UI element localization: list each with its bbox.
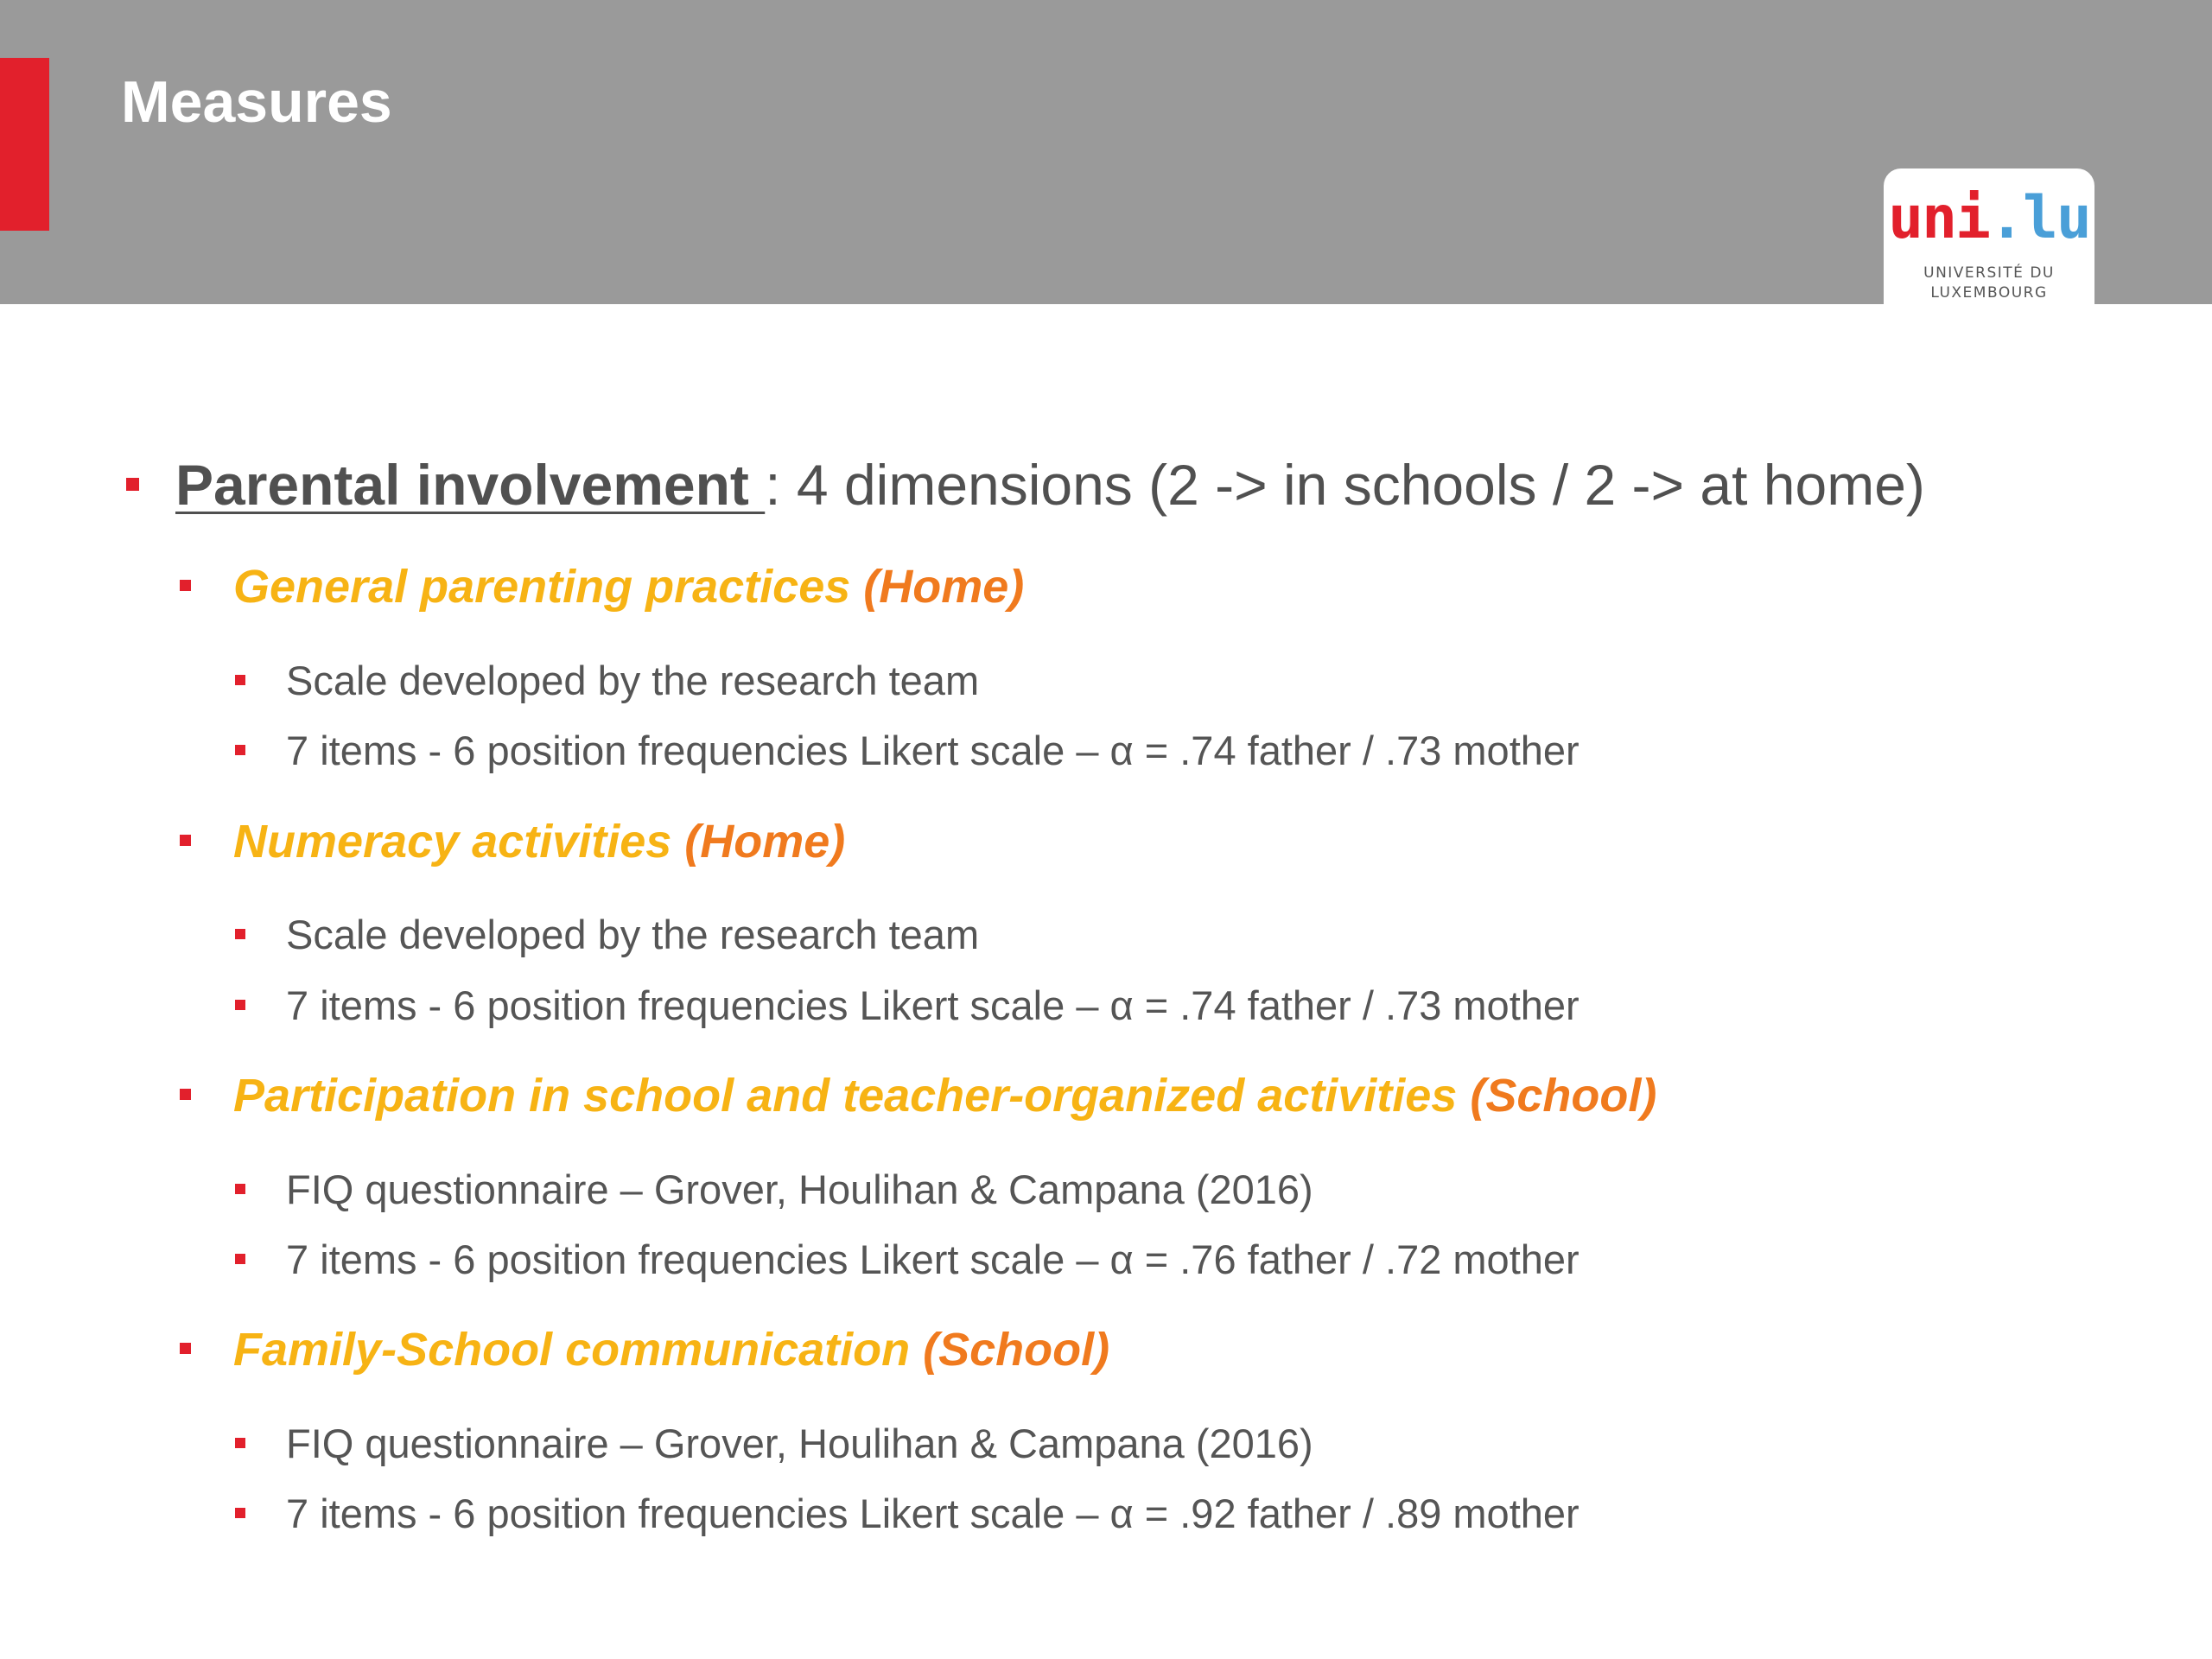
bullet-icon: [235, 1508, 245, 1518]
logo-subtitle-line2: LUXEMBOURG: [1930, 284, 2048, 302]
topic-heading: [175, 453, 1925, 517]
bullet-icon: [180, 1089, 191, 1100]
dimension-location: (School): [923, 1324, 1110, 1376]
bullet-icon: [235, 1184, 245, 1194]
dimension-name: General parenting practices: [233, 561, 864, 613]
topic-title: Parental involvement: [175, 453, 766, 517]
dimension-location: (Home): [684, 816, 846, 868]
topic-summary: : 4 dimensions (2 -> in schools / 2 -> at home): [765, 453, 1925, 517]
dimension-detail: 7 items - 6 position frequencies Likert scale – α = .76 father / .72 mother: [286, 1236, 1580, 1282]
bullet-icon: [180, 1343, 191, 1354]
dimension-location: (School): [1470, 1070, 1657, 1122]
bullet-icon: [235, 929, 245, 939]
bullet-icon: [235, 1254, 245, 1264]
bullet-icon: [180, 580, 191, 591]
bullet-icon: [235, 1000, 245, 1010]
header-accent-bar: [0, 58, 49, 231]
bullet-icon: [235, 675, 245, 685]
bullet-icon: [235, 745, 245, 755]
logo-wordmark-lu: lu: [2022, 184, 2090, 252]
dimension-heading: [233, 1070, 1657, 1122]
dimension-heading: [233, 561, 1025, 613]
logo-wordmark-uni: uni: [1888, 184, 1989, 252]
dimension-detail: 7 items - 6 position frequencies Likert scale – α = .74 father / .73 mother: [286, 982, 1580, 1028]
dimension-detail: Scale developed by the research team: [286, 912, 980, 957]
slide-header: [0, 0, 2212, 304]
dimension-location: (Home): [863, 561, 1025, 613]
dimension-heading: [233, 1324, 1110, 1376]
bullet-icon: [180, 835, 191, 846]
university-logo: [1884, 168, 2094, 304]
bullet-icon: [235, 1438, 245, 1448]
dimension-heading: [233, 816, 846, 868]
dimension-detail: FIQ questionnaire – Grover, Houlihan & Campana (2016): [286, 1166, 1313, 1212]
logo-wordmark-dot: .: [1988, 184, 2023, 252]
dimension-detail: 7 items - 6 position frequencies Likert scale – α = .92 father / .89 mother: [286, 1491, 1580, 1536]
bullet-icon: [126, 478, 139, 491]
dimension-detail: 7 items - 6 position frequencies Likert scale – α = .74 father / .73 mother: [286, 728, 1580, 773]
dimension-detail: Scale developed by the research team: [286, 658, 980, 703]
logo-wordmark: [1884, 184, 2094, 252]
logo-subtitle-line1: UNIVERSITÉ DU: [1923, 264, 2055, 282]
dimension-name: Family-School communication: [233, 1324, 924, 1376]
dimension-name: Numeracy activities: [233, 816, 685, 868]
slide-title: Measures: [121, 69, 392, 135]
dimension-detail: FIQ questionnaire – Grover, Houlihan & Campana (2016): [286, 1421, 1313, 1466]
dimension-name: Participation in school and teacher-organized activities: [233, 1070, 1471, 1122]
